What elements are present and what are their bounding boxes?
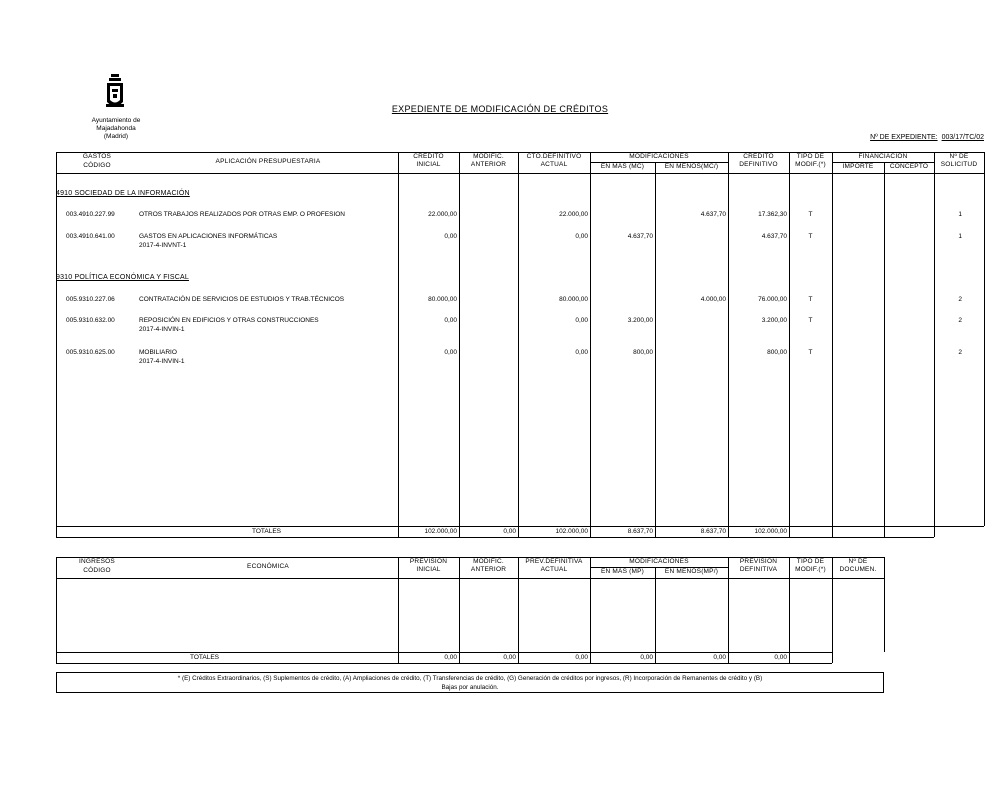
header-tipo-1: TIPO DE (796, 153, 825, 160)
row-credito-inicial: 0,00 (444, 233, 457, 240)
totals-en-menos: 8.637,70 (700, 528, 726, 535)
row-credito-inicial: 0,00 (444, 317, 457, 324)
header-solicitud (934, 153, 984, 169)
header-en-mas: EN MÁS (MP) (600, 568, 644, 575)
expedient-number (800, 134, 984, 141)
header-aplicacion: APLICACIÓN PRESUPUESTARIA (215, 158, 321, 165)
header-prev-def-2: ACTUAL (540, 566, 568, 573)
header-modificaciones: MODIFICACIONES (629, 558, 689, 565)
totals-en-mas: 0,00 (640, 654, 653, 661)
header-prev-inicial-1: PREVISIÓN (409, 558, 448, 565)
legend-note (56, 672, 884, 693)
row-solicitud: 2 (958, 349, 962, 356)
header-codigo: CÓDIGO (83, 162, 111, 169)
row-tipo: T (808, 211, 813, 218)
header-tipo-1: TIPO DE (796, 558, 825, 565)
row-credito-definitivo: 4.637,70 (761, 233, 787, 240)
row-en-menos: 4.000,00 (700, 296, 726, 303)
row-code: 005.9310.625.00 (66, 349, 115, 356)
row-code: 003.4910.641.00 (66, 233, 115, 240)
totals-definitivo: 102.000,00 (754, 528, 787, 535)
row-en-menos: 4.637,70 (700, 211, 726, 218)
header-financiacion: FINANCIACIÓN (858, 153, 908, 160)
header-modif-anterior-2: ANTERIOR (470, 161, 507, 168)
totals-anterior: 0,00 (503, 654, 516, 661)
header-prev-def-1: PREV.DEFINITIVA (525, 558, 583, 565)
section-title: 4910 SOCIEDAD DE LA INFORMACIÓN (56, 190, 190, 197)
totals-anterior: 0,00 (503, 528, 516, 535)
header-cto-definitivo-1: CTO.DEFINITIVO (526, 153, 582, 160)
header-cto-definitivo (518, 153, 590, 169)
totals-en-mas: 8.637,70 (627, 528, 653, 535)
header-concepto: CONCEPTO (889, 163, 929, 170)
header-economica: ECONÓMICA (247, 563, 289, 570)
header-modif-anterior-1: MODIFIC. (473, 558, 504, 565)
row-description: REPOSICIÓN EN EDIFICIOS Y OTRAS CONSTRUCCIONES (139, 317, 319, 324)
municipality-line-2: Majadahonda (96, 125, 136, 132)
header-prevision-definitiva (728, 558, 789, 574)
header-documento (832, 558, 884, 574)
row-credito-definitivo: 800,00 (767, 349, 787, 356)
row-code: 005.9310.227.06 (66, 296, 115, 303)
municipality-line-3: (Madrid) (103, 133, 129, 140)
row-description: OTROS TRABAJOS REALIZADOS POR OTRAS EMP. O PROFESION (139, 211, 345, 218)
totals-cto-definitivo: 102.000,00 (555, 528, 588, 535)
header-ingresos: INGRESOS (79, 558, 115, 565)
row-subcode: 2017-4-INVNT-1 (139, 242, 187, 249)
row-en-mas: 800,00 (633, 349, 653, 356)
header-solicitud-1: Nº DE (949, 153, 969, 160)
header-prev-inicial-2: INICIAL (416, 566, 441, 573)
legend-line-1: * (E) Créditos Extraordinarios, (S) Suplementos de crédito, (A) Ampliaciones de crédito, (T) Transferencias de crédito, (G) Generación de créditos por ingresos, (R) Incorporación de Remanentes de crédito y (B) (177, 675, 763, 682)
expedient-value: 003/17/TC/02 (941, 134, 984, 141)
row-en-mas: 4.637,70 (627, 233, 653, 240)
header-solicitud-2: SOLICITUD (940, 161, 978, 168)
row-code: 003.4910.227.99 (66, 211, 115, 218)
header-tipo-2: MODIF.(*) (795, 161, 826, 168)
row-code: 005.9310.632.00 (66, 317, 115, 324)
row-credito-inicial: 80.000,00 (428, 296, 457, 303)
header-modif-anterior (459, 153, 518, 169)
header-tipo-2: MODIF.(*) (795, 566, 826, 573)
row-solicitud: 2 (958, 317, 962, 324)
row-credito-inicial: 0,00 (444, 349, 457, 356)
totals-inicial: 0,00 (444, 654, 457, 661)
header-credito-inicial-1: CRÉDITO (413, 153, 444, 160)
row-solicitud: 1 (958, 211, 962, 218)
row-solicitud: 1 (958, 233, 962, 240)
row-cto-definitivo: 0,00 (575, 349, 588, 356)
header-prev-definitiva-actual (518, 558, 590, 574)
row-en-mas: 3.200,00 (627, 317, 653, 324)
row-description: GASTOS EN APLICACIONES INFORMÁTICAS (139, 233, 278, 240)
coat-of-arms-icon (104, 74, 126, 114)
row-solicitud: 2 (958, 296, 962, 303)
legend-line-2: Bajas por anulación. (441, 684, 499, 691)
header-prev-definitiva-1: PREVISIÓN (739, 558, 778, 565)
totals-label: TOTALES (252, 528, 282, 535)
header-codigo: CÓDIGO (83, 567, 111, 574)
row-cto-definitivo: 0,00 (575, 317, 588, 324)
header-en-menos: EN MENOS(MC/) (664, 163, 719, 170)
row-subcode: 2017-4-INVIN-1 (139, 326, 185, 333)
header-prev-definitiva-2: DEFINITIVA (739, 566, 778, 573)
totals-inicial: 102.000,00 (424, 528, 457, 535)
row-subcode: 2017-4-INVIN-1 (139, 358, 185, 365)
header-gastos: GASTOS (82, 153, 112, 160)
expedient-label: Nº DE EXPEDIENTE: (870, 134, 938, 141)
header-credito-inicial (398, 153, 459, 169)
row-credito-definitivo: 76.000,00 (758, 296, 787, 303)
header-modificaciones: MODIFICACIONES (629, 153, 689, 160)
municipality-line-1: Ayuntamiento de (91, 117, 141, 124)
section-title: 9310 POLÍTICA ECONÓMICA Y FISCAL (56, 274, 189, 281)
row-cto-definitivo: 0,00 (575, 233, 588, 240)
row-credito-definitivo: 17.362,30 (758, 211, 787, 218)
header-credito-inicial-2: INICIAL (416, 161, 441, 168)
row-cto-definitivo: 80.000,00 (559, 296, 588, 303)
header-prevision-inicial (398, 558, 459, 574)
row-tipo: T (808, 317, 813, 324)
municipality-name (72, 117, 160, 141)
header-doc-2: DOCUMEN. (839, 566, 877, 573)
document-title: EXPEDIENTE DE MODIFICACIÓN DE CRÉDITOS (391, 104, 609, 114)
row-description: MOBILIARIO (139, 349, 177, 356)
row-tipo: T (808, 349, 813, 356)
header-credito-definitivo (728, 153, 789, 169)
header-en-mas: EN MÁS (MC) (600, 163, 645, 170)
header-tipo-modif (789, 153, 832, 169)
header-cto-definitivo-2: ACTUAL (540, 161, 568, 168)
header-modif-anterior (459, 558, 518, 574)
totals-label: TOTALES (190, 654, 220, 661)
header-credito-def-1: CRÉDITO (743, 153, 774, 160)
totals-en-menos: 0,00 (713, 654, 726, 661)
header-importe: IMPORTE (842, 163, 874, 170)
row-tipo: T (808, 233, 813, 240)
header-en-menos: EN MENOS(MP/) (664, 568, 719, 575)
header-doc-1: Nº DE (848, 558, 868, 565)
header-modif-anterior-1: MODIFIC. (473, 153, 504, 160)
header-modif-anterior-2: ANTERIOR (470, 566, 507, 573)
header-credito-def-2: DEFINITIVO (739, 161, 778, 168)
row-cto-definitivo: 22.000,00 (559, 211, 588, 218)
totals-actual: 0,00 (575, 654, 588, 661)
totals-definitiva: 0,00 (774, 654, 787, 661)
header-tipo-modif (789, 558, 832, 574)
row-credito-definitivo: 3.200,00 (761, 317, 787, 324)
row-description: CONTRATACIÓN DE SERVICIOS DE ESTUDIOS Y TRAB.TÉCNICOS (139, 296, 345, 303)
row-tipo: T (808, 296, 813, 303)
row-credito-inicial: 22.000,00 (428, 211, 457, 218)
